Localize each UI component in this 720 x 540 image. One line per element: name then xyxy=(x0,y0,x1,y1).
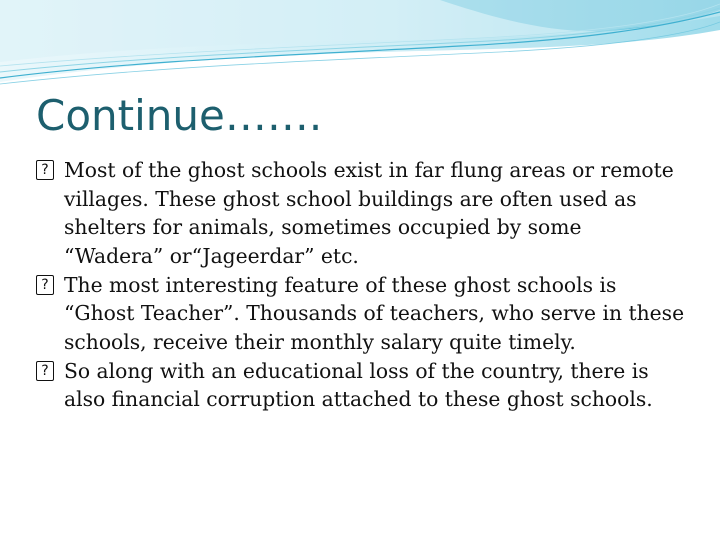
missing-glyph-bullet-icon xyxy=(36,361,54,381)
bullet-text: So along with an educational loss of the country, there is also financial corruption attached to these ghost schools. xyxy=(64,358,653,411)
missing-glyph-bullet-icon xyxy=(36,160,54,180)
slide-title: Continue……. xyxy=(36,91,323,140)
bullet-item xyxy=(36,357,686,414)
decorative-wave-header xyxy=(0,0,720,100)
bullet-text: Most of the ghost schools exist in far flung areas or remote villages. These ghost school buildings are often used as shelters for animals, sometimes occupied by some “Wadera” or“Jageerdar” etc. xyxy=(64,158,674,268)
bullet-list xyxy=(36,156,686,414)
missing-glyph-bullet-icon xyxy=(36,275,54,295)
bullet-item xyxy=(36,156,686,270)
bullet-item xyxy=(36,271,686,357)
bullet-text: The most interesting feature of these ghost schools is “Ghost Teacher”. Thousands of teachers, who serve in these schools, receive their monthly salary quite timely. xyxy=(64,272,685,354)
